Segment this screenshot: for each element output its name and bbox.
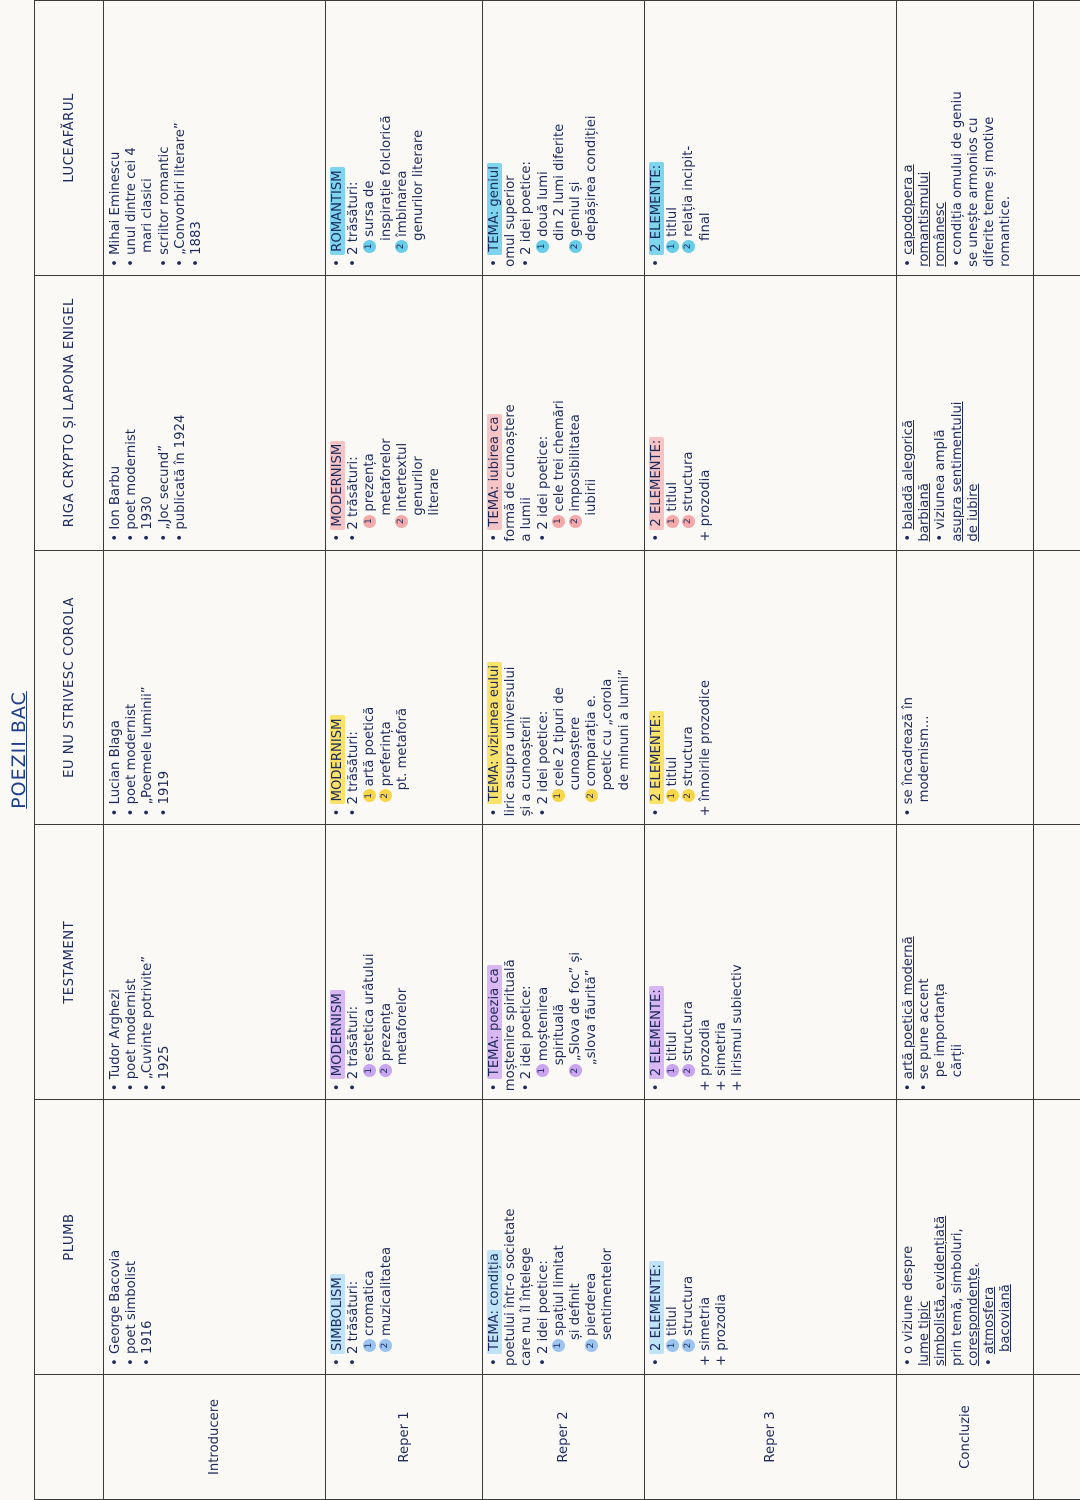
cell-testament-reper3: • 2 ELEMENTE: 1titlul 2structura + prozodia + simetria + lirismul subiectiv [645,825,897,1100]
cell-eununu-reper1: • MODERNISM • 2 trăsături: 1artă poetică 2preferința pt. metaforă [326,550,483,825]
row-introducere [104,1,326,1500]
header-row [35,1,104,1500]
cell-testament-reper1: • MODERNISM • 2 trăsături: 1estetica urâtului 2prezența metaforelor [326,825,483,1100]
poem-header-luceafarul: LUCEAFĂRUL [35,1,104,276]
cell-riga-reper3: • 2 ELEMENTE: 1titlul 2structura + prozodia [645,275,897,550]
poem-header-eu-nu-strivesc: EU NU STRIVESC COROLA [35,550,104,825]
cell-testament-intro: • Tudor Arghezi • poet modernist • „Cuvinte potrivite” • 1925 [104,825,326,1100]
row-reper-1 [326,1,483,1500]
cell-plumb-intro: • George Bacovia • poet simbolist • 1916 [104,1100,326,1375]
row-label-reper-1: Reper 1 [326,1375,483,1500]
row-label-introducere: Introducere [104,1375,326,1500]
cell-eununu-concluzie: • se încadrează în modernism... [897,550,1034,825]
poem-header-testament: TESTAMENT [35,825,104,1100]
cell-luceafarul-reper3: • 2 ELEMENTE: 1titlul 2relația incipit- final [645,1,897,276]
cell-luceafarul-reper1: • ROMANTISM • 2 trăsături: 1sursa de inspirație folclorică 2îmbinarea genurilor literare [326,1,483,276]
poem-header-plumb: PLUMB [35,1100,104,1375]
cell-eununu-reper2: • TEMA: viziunea eului liric asupra universului și a cunoașterii • 2 idei poetice: 1cele 2 tipuri de cunoaștere 2comparația e. poetic cu „corola de minuni a lumii” [483,550,645,825]
row-label-concluzie: Concluzie [897,1375,1034,1500]
cell-plumb-reper1: • SIMBOLISM • 2 trăsături: 1cromatica 2muzicalitatea [326,1100,483,1375]
cell-riga-reper2: • TEMA: iubirea ca formă de cunoaștere a lumii • 2 idei poetice: 1cele trei chemări 2imposibilitatea iubirii [483,275,645,550]
page-title: POEZII BAC [8,691,30,809]
corner-cell [35,1375,104,1500]
cell-testament-reper2: • TEMA: poezia ca moștenire spirituală • 2 idei poetice: 1moștenirea spirituală 2„Slova de foc” și „slova făurită” [483,825,645,1100]
blank-cell [1034,825,1080,1100]
cell-eununu-intro: • Lucian Blaga • poet modernist • „Poemele luminii” • 1919 [104,550,326,825]
blank-cell [1034,275,1080,550]
row-blank [1034,1,1080,1500]
row-label-reper-3: Reper 3 [645,1375,897,1500]
cell-testament-concluzie: • artă poetică modernă • se pune accent pe importanța cărții [897,825,1034,1100]
blank-cell [1034,1375,1080,1500]
cell-luceafarul-reper2: • TEMA: geniul omul superior • 2 idei poetice: 1două lumi din 2 lumi diferite 2geniul și depășirea condiției [483,1,645,276]
row-label-reper-2: Reper 2 [483,1375,645,1500]
cell-riga-concluzie: • baladă alegorică barbiană • viziunea amplă asupra sentimentului de iubire [897,275,1034,550]
cell-plumb-concluzie: • o viziune despre lume tipic simbolistă, evidențiată prin temă, simboluri, corespondențe, • atmosfera bacoviană [897,1100,1034,1375]
cell-riga-reper1: • MODERNISM • 2 trăsături: 1prezența metaforelor 2intertextul genurilor literare [326,275,483,550]
cell-plumb-reper2: • TEMA: condiția poetului într-o societate care nu îl înțelege • 2 idei poetice: 1spațiul limitat și definit 2pierderea sentimentelor [483,1100,645,1375]
row-reper-3 [645,1,897,1500]
poem-header-riga-crypto: RIGA CRYPTO ȘI LAPONA ENIGEL [35,275,104,550]
blank-cell [1034,1,1080,276]
cell-luceafarul-intro: • Mihai Eminescu • unul dintre cei 4 mari clasici • scriitor romantic • „Convorbiri literare” • 1883 [104,1,326,276]
cell-luceafarul-concluzie: • capodopera a romantismului românesc • condiția omului de geniu se unește armonios cu diferite teme și motive romantice. [897,1,1034,276]
cell-eununu-reper3: • 2 ELEMENTE: 1titlul 2structura + înnoirile prozodice [645,550,897,825]
cell-plumb-reper3: • 2 ELEMENTE: 1titlul 2structura + simetria + prozodia [645,1100,897,1375]
row-concluzie [897,1,1034,1500]
blank-cell [1034,550,1080,825]
comparison-table [34,0,1080,1500]
blank-cell [1034,1100,1080,1375]
cell-riga-intro: • Ion Barbu • poet modernist • 1930 • „Joc secund” • publicată în 1924 [104,275,326,550]
row-reper-2 [483,1,645,1500]
